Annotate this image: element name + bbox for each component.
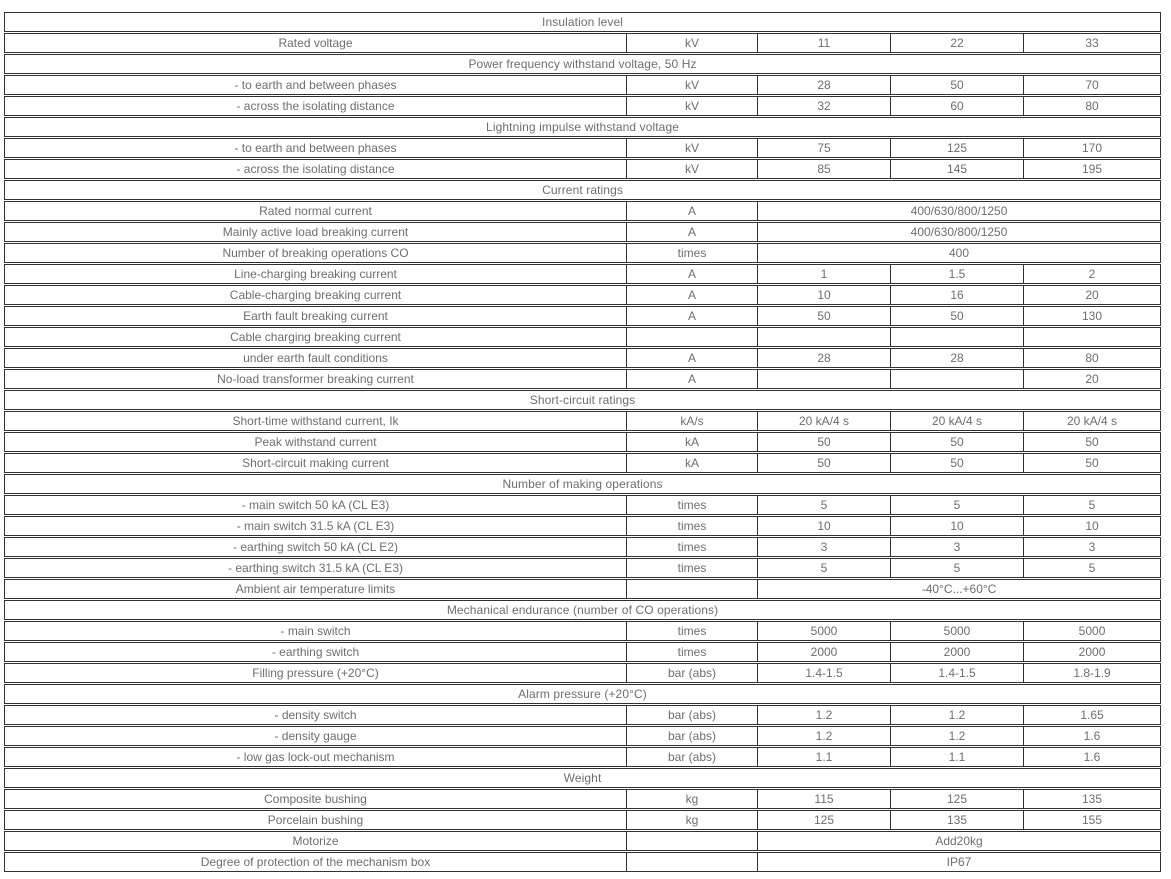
value-cell: 135 — [890, 810, 1023, 830]
value-cell — [890, 327, 1023, 347]
section-header-row — [4, 54, 1161, 74]
value-cell: 170 — [1023, 138, 1161, 158]
parameter-cell: Short-time withstand current, Ik — [4, 411, 626, 431]
value-cell: 75 — [757, 138, 890, 158]
section-header-row — [4, 684, 1161, 704]
value-cell: 50 — [890, 453, 1023, 473]
value-cell: 85 — [757, 159, 890, 179]
value-cell: 125 — [890, 789, 1023, 809]
value-cell: 2000 — [890, 642, 1023, 662]
spec-row — [4, 285, 1161, 305]
unit-cell: bar (abs) — [626, 705, 757, 725]
value-cell: 135 — [1023, 789, 1161, 809]
value-cell: 10 — [890, 516, 1023, 536]
value-cell: 1.2 — [890, 705, 1023, 725]
parameter-cell: Peak withstand current — [4, 432, 626, 452]
spec-row — [4, 789, 1161, 809]
section-header-cell: Weight — [4, 768, 1161, 788]
section-header-row — [4, 390, 1161, 410]
spec-row — [4, 747, 1161, 767]
parameter-cell: - earthing switch — [4, 642, 626, 662]
spec-row — [4, 558, 1161, 578]
parameter-cell: - density gauge — [4, 726, 626, 746]
parameter-cell: Line-charging breaking current — [4, 264, 626, 284]
section-header-cell: Mechanical endurance (number of CO operations) — [4, 600, 1161, 620]
value-cell: 50 — [890, 75, 1023, 95]
unit-cell: kA — [626, 453, 757, 473]
value-cell: 10 — [1023, 516, 1161, 536]
value-cell: 130 — [1023, 306, 1161, 326]
spec-row — [4, 33, 1161, 53]
value-cell: 11 — [757, 33, 890, 53]
unit-cell: kA — [626, 432, 757, 452]
unit-cell: A — [626, 201, 757, 221]
value-cell: 1.6 — [1023, 726, 1161, 746]
parameter-cell: - earthing switch 31.5 kA (CL E3) — [4, 558, 626, 578]
unit-cell: kA/s — [626, 411, 757, 431]
parameter-cell: Number of breaking operations CO — [4, 243, 626, 263]
value-cell: 50 — [757, 432, 890, 452]
value-cell: 50 — [890, 306, 1023, 326]
spec-row — [4, 75, 1161, 95]
spec-row — [4, 495, 1161, 515]
section-header-row — [4, 474, 1161, 494]
section-header-cell: Current ratings — [4, 180, 1161, 200]
value-cell: 10 — [757, 516, 890, 536]
unit-cell: A — [626, 222, 757, 242]
value-cell: 145 — [890, 159, 1023, 179]
parameter-cell: Earth fault breaking current — [4, 306, 626, 326]
value-cell: 195 — [1023, 159, 1161, 179]
value-cell: 50 — [890, 432, 1023, 452]
value-cell: 3 — [1023, 537, 1161, 557]
parameter-cell: - across the isolating distance — [4, 96, 626, 116]
value-cell: 5 — [890, 558, 1023, 578]
parameter-cell: - main switch — [4, 621, 626, 641]
unit-cell: A — [626, 264, 757, 284]
unit-cell: kg — [626, 789, 757, 809]
section-header-cell: Short-circuit ratings — [4, 390, 1161, 410]
value-cell: 1.2 — [757, 726, 890, 746]
parameter-cell: Cable charging breaking current — [4, 327, 626, 347]
value-cell: 155 — [1023, 810, 1161, 830]
value-cell: 70 — [1023, 75, 1161, 95]
parameter-cell: Mainly active load breaking current — [4, 222, 626, 242]
section-header-row — [4, 768, 1161, 788]
spec-table-container — [4, 11, 1161, 873]
value-cell: 28 — [890, 348, 1023, 368]
unit-cell: times — [626, 642, 757, 662]
value-cell: 1.65 — [1023, 705, 1161, 725]
section-header-row — [4, 117, 1161, 137]
parameter-cell: Filling pressure (+20°C) — [4, 663, 626, 683]
value-cell-all: 400 — [757, 243, 1161, 263]
section-header-cell: Number of making operations — [4, 474, 1161, 494]
value-cell: 50 — [1023, 432, 1161, 452]
parameter-cell: Degree of protection of the mechanism box — [4, 852, 626, 872]
spec-row — [4, 348, 1161, 368]
spec-row — [4, 222, 1161, 242]
spec-row — [4, 243, 1161, 263]
parameter-cell: Cable-charging breaking current — [4, 285, 626, 305]
parameter-cell: Porcelain bushing — [4, 810, 626, 830]
parameter-cell: - low gas lock-out mechanism — [4, 747, 626, 767]
section-header-row — [4, 180, 1161, 200]
unit-cell: times — [626, 516, 757, 536]
parameter-cell: - main switch 50 kA (CL E3) — [4, 495, 626, 515]
value-cell: 5 — [757, 558, 890, 578]
value-cell: 1.2 — [757, 705, 890, 725]
value-cell: 3 — [757, 537, 890, 557]
value-cell: 80 — [1023, 96, 1161, 116]
parameter-cell: Composite bushing — [4, 789, 626, 809]
spec-row — [4, 201, 1161, 221]
value-cell: 50 — [1023, 453, 1161, 473]
value-cell: 2000 — [757, 642, 890, 662]
unit-cell: kV — [626, 33, 757, 53]
unit-cell: A — [626, 285, 757, 305]
value-cell: 20 kA/4 s — [1023, 411, 1161, 431]
value-cell: 1.2 — [890, 726, 1023, 746]
value-cell: 2 — [1023, 264, 1161, 284]
spec-row — [4, 96, 1161, 116]
value-cell: 20 kA/4 s — [757, 411, 890, 431]
parameter-cell: - to earth and between phases — [4, 75, 626, 95]
spec-table-body — [4, 12, 1161, 872]
section-header-cell: Insulation level — [4, 12, 1161, 32]
value-cell: 60 — [890, 96, 1023, 116]
spec-row — [4, 369, 1161, 389]
value-cell: 80 — [1023, 348, 1161, 368]
spec-row — [4, 411, 1161, 431]
value-cell — [757, 369, 890, 389]
unit-cell: bar (abs) — [626, 747, 757, 767]
unit-cell: times — [626, 558, 757, 578]
parameter-cell: - earthing switch 50 kA (CL E2) — [4, 537, 626, 557]
unit-cell: A — [626, 348, 757, 368]
value-cell: 5 — [1023, 558, 1161, 578]
parameter-cell: - to earth and between phases — [4, 138, 626, 158]
unit-cell: A — [626, 306, 757, 326]
spec-row — [4, 159, 1161, 179]
value-cell: 20 — [1023, 285, 1161, 305]
value-cell-all: 400/630/800/1250 — [757, 222, 1161, 242]
section-header-cell: Lightning impulse withstand voltage — [4, 117, 1161, 137]
unit-cell — [626, 852, 757, 872]
value-cell: 115 — [757, 789, 890, 809]
unit-cell: kg — [626, 810, 757, 830]
unit-cell: bar (abs) — [626, 726, 757, 746]
spec-row — [4, 852, 1161, 872]
unit-cell: kV — [626, 159, 757, 179]
value-cell: 1.4-1.5 — [757, 663, 890, 683]
value-cell: 5000 — [1023, 621, 1161, 641]
value-cell — [1023, 327, 1161, 347]
unit-cell: bar (abs) — [626, 663, 757, 683]
parameter-cell: No-load transformer breaking current — [4, 369, 626, 389]
unit-cell: kV — [626, 75, 757, 95]
spec-row — [4, 516, 1161, 536]
value-cell: 20 — [1023, 369, 1161, 389]
value-cell — [890, 369, 1023, 389]
spec-row — [4, 810, 1161, 830]
value-cell: 16 — [890, 285, 1023, 305]
spec-row — [4, 264, 1161, 284]
value-cell-all: 400/630/800/1250 — [757, 201, 1161, 221]
value-cell: 1.8-1.9 — [1023, 663, 1161, 683]
spec-row — [4, 432, 1161, 452]
section-header-row — [4, 12, 1161, 32]
value-cell: 1 — [757, 264, 890, 284]
value-cell: 50 — [757, 306, 890, 326]
spec-row — [4, 705, 1161, 725]
value-cell: 5 — [890, 495, 1023, 515]
value-cell: 10 — [757, 285, 890, 305]
value-cell — [757, 327, 890, 347]
value-cell-all: -40°C...+60°C — [757, 579, 1161, 599]
value-cell: 5 — [757, 495, 890, 515]
unit-cell: times — [626, 495, 757, 515]
spec-row — [4, 306, 1161, 326]
spec-row — [4, 726, 1161, 746]
parameter-cell: - across the isolating distance — [4, 159, 626, 179]
value-cell: 5000 — [757, 621, 890, 641]
parameter-cell: under earth fault conditions — [4, 348, 626, 368]
value-cell: 5000 — [890, 621, 1023, 641]
unit-cell — [626, 831, 757, 851]
unit-cell: kV — [626, 138, 757, 158]
value-cell: 125 — [890, 138, 1023, 158]
unit-cell — [626, 579, 757, 599]
section-header-cell: Power frequency withstand voltage, 50 Hz — [4, 54, 1161, 74]
value-cell: 1.1 — [757, 747, 890, 767]
spec-row — [4, 642, 1161, 662]
spec-row — [4, 621, 1161, 641]
parameter-cell: Ambient air temperature limits — [4, 579, 626, 599]
parameter-cell: Short-circuit making current — [4, 453, 626, 473]
value-cell: 1.4-1.5 — [890, 663, 1023, 683]
value-cell: 2000 — [1023, 642, 1161, 662]
value-cell: 50 — [757, 453, 890, 473]
spec-row — [4, 327, 1161, 347]
value-cell: 28 — [757, 75, 890, 95]
spec-row — [4, 537, 1161, 557]
section-header-cell: Alarm pressure (+20°C) — [4, 684, 1161, 704]
value-cell: 22 — [890, 33, 1023, 53]
spec-row — [4, 663, 1161, 683]
value-cell: 3 — [890, 537, 1023, 557]
unit-cell — [626, 327, 757, 347]
spec-row — [4, 138, 1161, 158]
value-cell: 33 — [1023, 33, 1161, 53]
spec-row — [4, 831, 1161, 851]
value-cell: 32 — [757, 96, 890, 116]
parameter-cell: Rated normal current — [4, 201, 626, 221]
value-cell-all: IP67 — [757, 852, 1161, 872]
value-cell-all: Add20kg — [757, 831, 1161, 851]
spec-row — [4, 453, 1161, 473]
section-header-row — [4, 600, 1161, 620]
value-cell: 1.5 — [890, 264, 1023, 284]
parameter-cell: Rated voltage — [4, 33, 626, 53]
parameter-cell: - main switch 31.5 kA (CL E3) — [4, 516, 626, 536]
unit-cell: times — [626, 537, 757, 557]
value-cell: 28 — [757, 348, 890, 368]
unit-cell: times — [626, 243, 757, 263]
value-cell: 5 — [1023, 495, 1161, 515]
spec-row — [4, 579, 1161, 599]
parameter-cell: Motorize — [4, 831, 626, 851]
unit-cell: kV — [626, 96, 757, 116]
value-cell: 1.1 — [890, 747, 1023, 767]
unit-cell: times — [626, 621, 757, 641]
value-cell: 20 kA/4 s — [890, 411, 1023, 431]
value-cell: 125 — [757, 810, 890, 830]
value-cell: 1.6 — [1023, 747, 1161, 767]
parameter-cell: - density switch — [4, 705, 626, 725]
technical-specifications-table — [4, 11, 1161, 873]
unit-cell: A — [626, 369, 757, 389]
